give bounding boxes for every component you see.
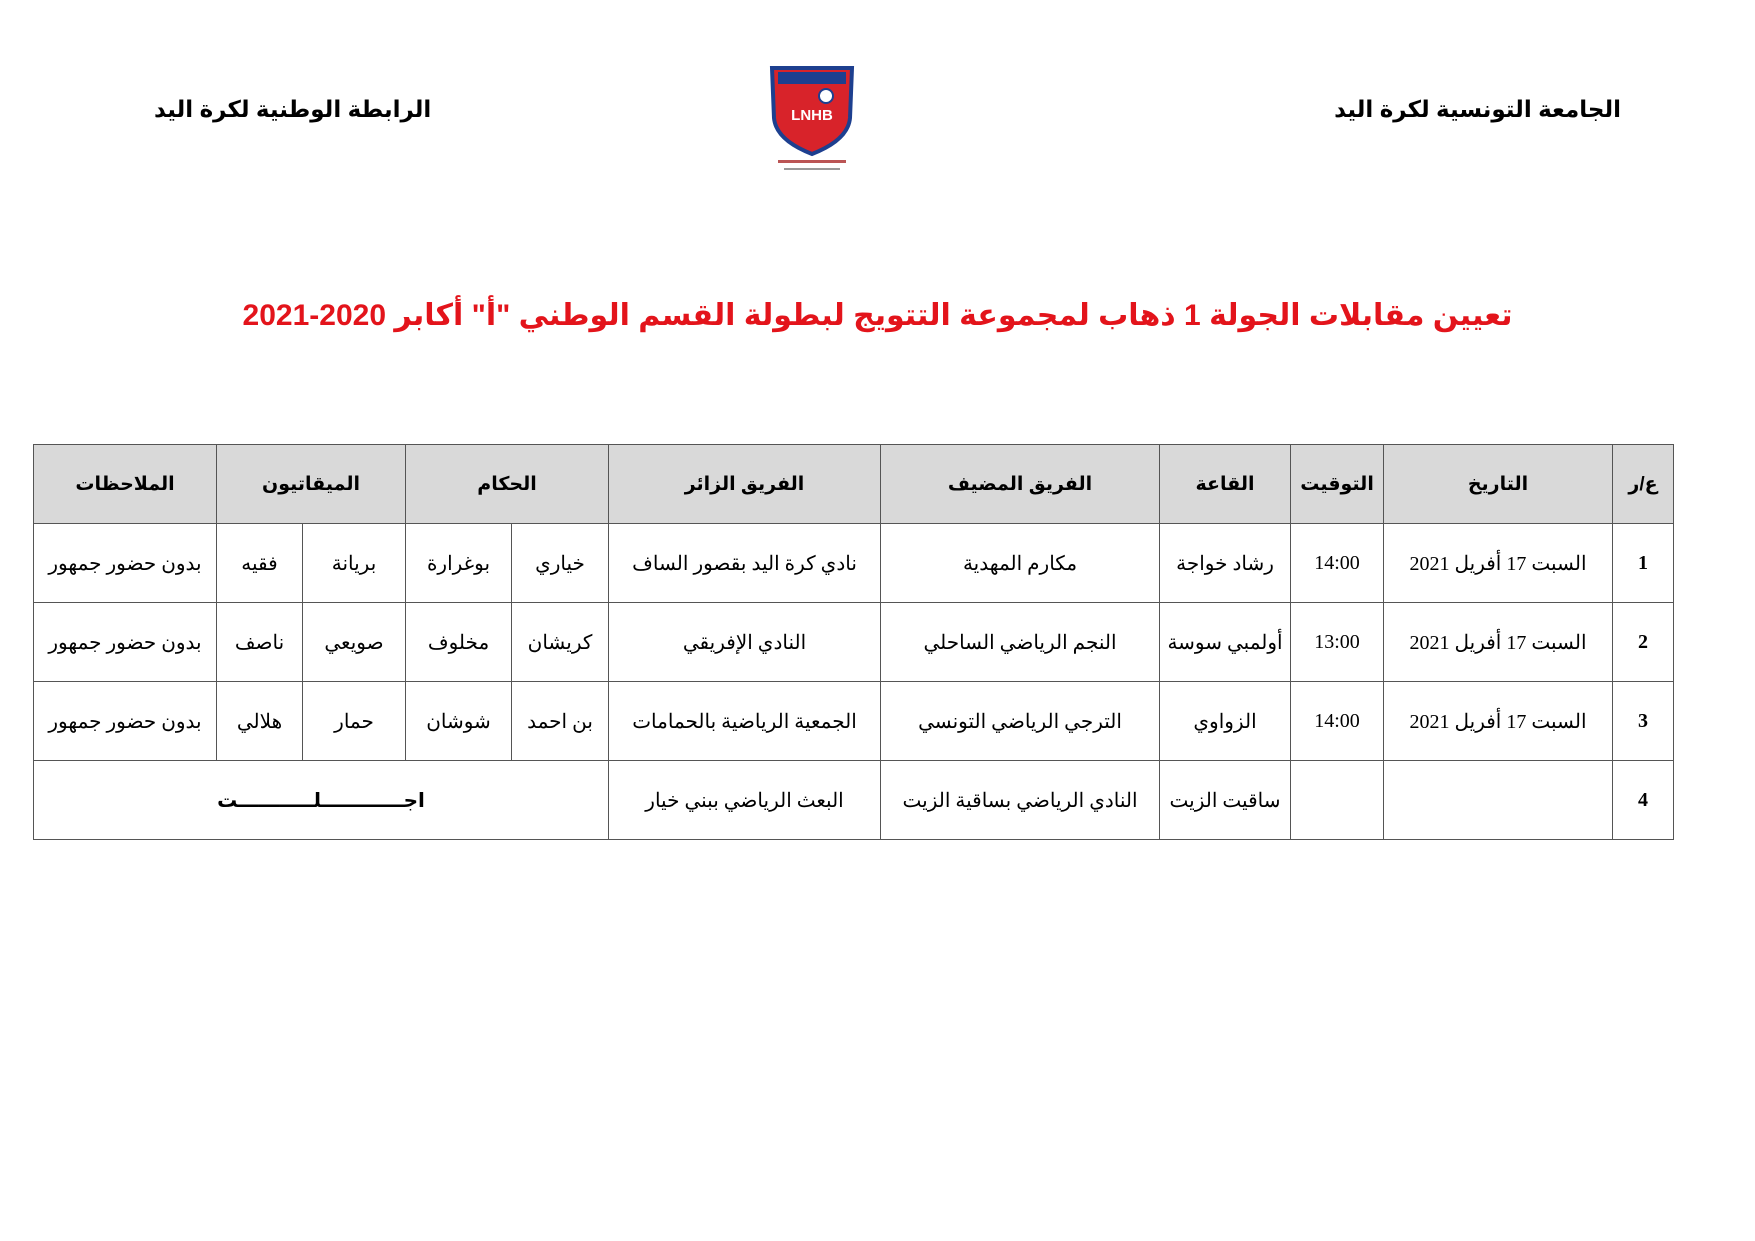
cell-hall: ساقيت الزيت: [1160, 761, 1291, 840]
cell-away-team: النادي الإفريقي: [609, 603, 881, 682]
table-row: [34, 682, 1674, 761]
cell-number: 2: [1613, 603, 1674, 682]
cell-date: السبت 17 أفريل 2021: [1384, 603, 1613, 682]
logo-caption-line-2: [784, 168, 840, 170]
table-row: [34, 524, 1674, 603]
table-row: [34, 761, 1674, 840]
cell-timekeeper-2: هلالي: [217, 682, 303, 761]
logo-ball-icon: [819, 89, 833, 103]
cell-home-team: مكارم المهدية: [881, 524, 1160, 603]
col-header-notes: الملاحظات: [34, 445, 217, 524]
cell-referee-2: مخلوف: [406, 603, 512, 682]
logo-text: LNHB: [791, 107, 833, 124]
cell-timekeeper-1: صويعي: [303, 603, 406, 682]
cell-notes: بدون حضور جمهور: [34, 682, 217, 761]
col-header-home-team: الفريق المضيف: [881, 445, 1160, 524]
cell-timekeeper-2: فقيه: [217, 524, 303, 603]
cell-referee-2: بوغرارة: [406, 524, 512, 603]
schedule-table: [33, 444, 1674, 840]
league-name: الرابطة الوطنية لكرة اليد: [154, 96, 432, 122]
lnhb-logo: [764, 58, 860, 176]
cell-notes: بدون حضور جمهور: [34, 603, 217, 682]
cell-away-team: نادي كرة اليد بقصور الساف: [609, 524, 881, 603]
cell-time: 13:00: [1291, 603, 1384, 682]
cell-away-team: الجمعية الرياضية بالحمامات: [609, 682, 881, 761]
cell-referee-2: شوشان: [406, 682, 512, 761]
cell-number: 1: [1613, 524, 1674, 603]
cell-home-team: الترجي الرياضي التونسي: [881, 682, 1160, 761]
table-row: [34, 603, 1674, 682]
cell-date: السبت 17 أفريل 2021: [1384, 524, 1613, 603]
cell-home-team: النجم الرياضي الساحلي: [881, 603, 1160, 682]
col-header-hall: القاعة: [1160, 445, 1291, 524]
logo-caption-line-1: [778, 160, 846, 163]
cell-timekeeper-2: ناصف: [217, 603, 303, 682]
cell-number: 4: [1613, 761, 1674, 840]
cell-notes: بدون حضور جمهور: [34, 524, 217, 603]
cell-timekeeper-1: بريانة: [303, 524, 406, 603]
cell-referee-1: بن احمد: [512, 682, 609, 761]
cell-time: [1291, 761, 1384, 840]
col-header-date: التاريخ: [1384, 445, 1613, 524]
cell-date: [1384, 761, 1613, 840]
cell-timekeeper-1: حمار: [303, 682, 406, 761]
cell-postponed-status: اجــــــــــــلـــــــــــت: [34, 761, 609, 840]
col-header-time: التوقيت: [1291, 445, 1384, 524]
cell-home-team: النادي الرياضي بساقية الزيت: [881, 761, 1160, 840]
col-header-referees: الحكام: [406, 445, 609, 524]
cell-referee-1: خياري: [512, 524, 609, 603]
cell-number: 3: [1613, 682, 1674, 761]
cell-hall: أولمبي سوسة: [1160, 603, 1291, 682]
federation-name: الجامعة التونسية لكرة اليد: [1334, 96, 1621, 122]
logo-band: [778, 72, 846, 84]
cell-hall: الزواوي: [1160, 682, 1291, 761]
col-header-timekeepers: الميقاتيون: [217, 445, 406, 524]
cell-away-team: البعث الرياضي ببني خيار: [609, 761, 881, 840]
col-header-away-team: الفريق الزائر: [609, 445, 881, 524]
cell-time: 14:00: [1291, 524, 1384, 603]
table-header-row: [34, 445, 1674, 524]
col-header-number: ع/ر: [1613, 445, 1674, 524]
cell-referee-1: كريشان: [512, 603, 609, 682]
page-title: تعيين مقابلات الجولة 1 ذهاب لمجموعة التتويج لبطولة القسم الوطني "أ" أكابر 2020-2021: [242, 299, 1513, 332]
cell-date: السبت 17 أفريل 2021: [1384, 682, 1613, 761]
cell-hall: رشاد خواجة: [1160, 524, 1291, 603]
cell-time: 14:00: [1291, 682, 1384, 761]
